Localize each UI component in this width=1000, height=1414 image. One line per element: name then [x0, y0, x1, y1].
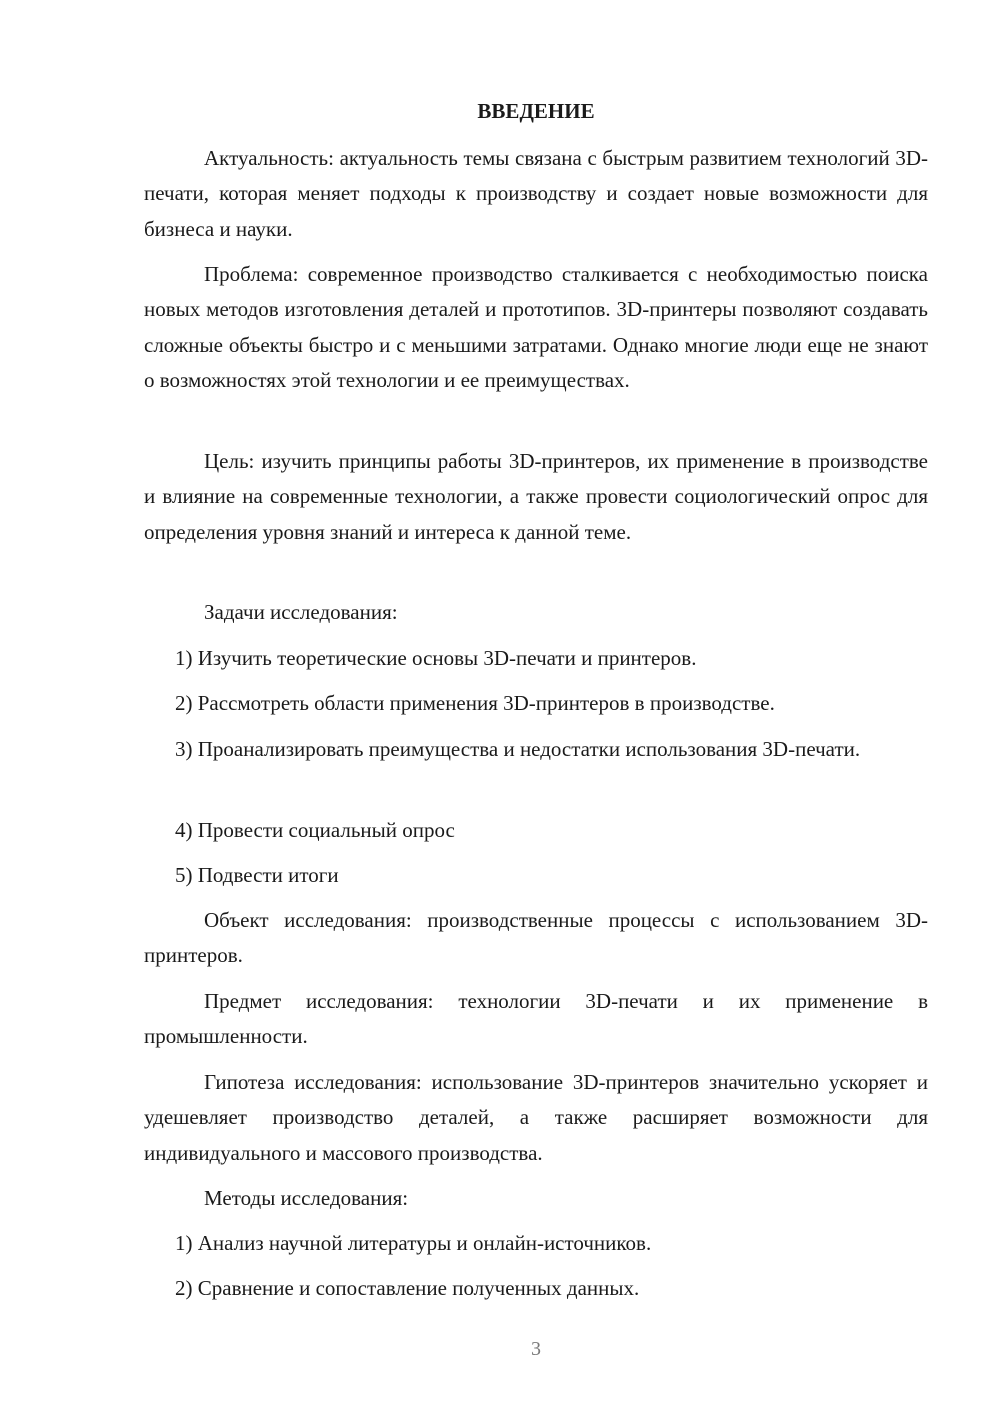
task-item-4: 4) Провести социальный опрос	[175, 818, 455, 842]
method-item-1: 1) Анализ научной литературы и онлайн-источников.	[175, 1231, 652, 1255]
section-title: ВВЕДЕНИЕ	[477, 99, 595, 123]
page-number: 3	[531, 1338, 541, 1360]
subject-paragraph: Предмет исследования: технологии 3D-печати и их применение в промышленности.	[144, 989, 928, 1049]
goal-paragraph: Цель: изучить принципы работы 3D-принтеров, их применение в производстве и влияние на современные технологии, а также провести социологический опрос для определения уровня знаний и интереса к данной теме.	[144, 449, 928, 544]
tasks-heading: Задачи исследования:	[204, 600, 398, 624]
problem-paragraph: Проблема: современное производство сталкивается с необходимостью поиска новых методов изготовления деталей и прототипов. 3D-принтеры позволяют создавать сложные объекты быстро и с меньшими затратами. Однако многие люди еще не знают о возможностях этой технологии и ее преимуществах.	[144, 262, 928, 393]
task-item-2: 2) Рассмотреть области применения 3D-принтеров в производстве.	[175, 691, 775, 715]
methods-heading: Методы исследования:	[204, 1186, 409, 1210]
task-item-1: 1) Изучить теоретические основы 3D-печати и принтеров.	[175, 646, 697, 670]
hypothesis-paragraph: Гипотеза исследования: использование 3D-принтеров значительно ускоряет и удешевляет производство деталей, а также расширяет возможности для индивидуального и массового производства.	[144, 1070, 928, 1165]
method-item-2: 2) Сравнение и сопоставление полученных данных.	[175, 1276, 640, 1300]
task-item-3: 3) Проанализировать преимущества и недостатки использования 3D-печати.	[175, 737, 861, 761]
task-item-5: 5) Подвести итоги	[175, 863, 339, 887]
object-paragraph: Объект исследования: производственные процессы с использованием 3D-принтеров.	[144, 908, 928, 968]
relevance-paragraph: Актуальность: актуальность темы связана с быстрым развитием технологий 3D-печати, которая меняет подходы к производству и создает новые возможности для бизнеса и науки.	[144, 146, 928, 241]
